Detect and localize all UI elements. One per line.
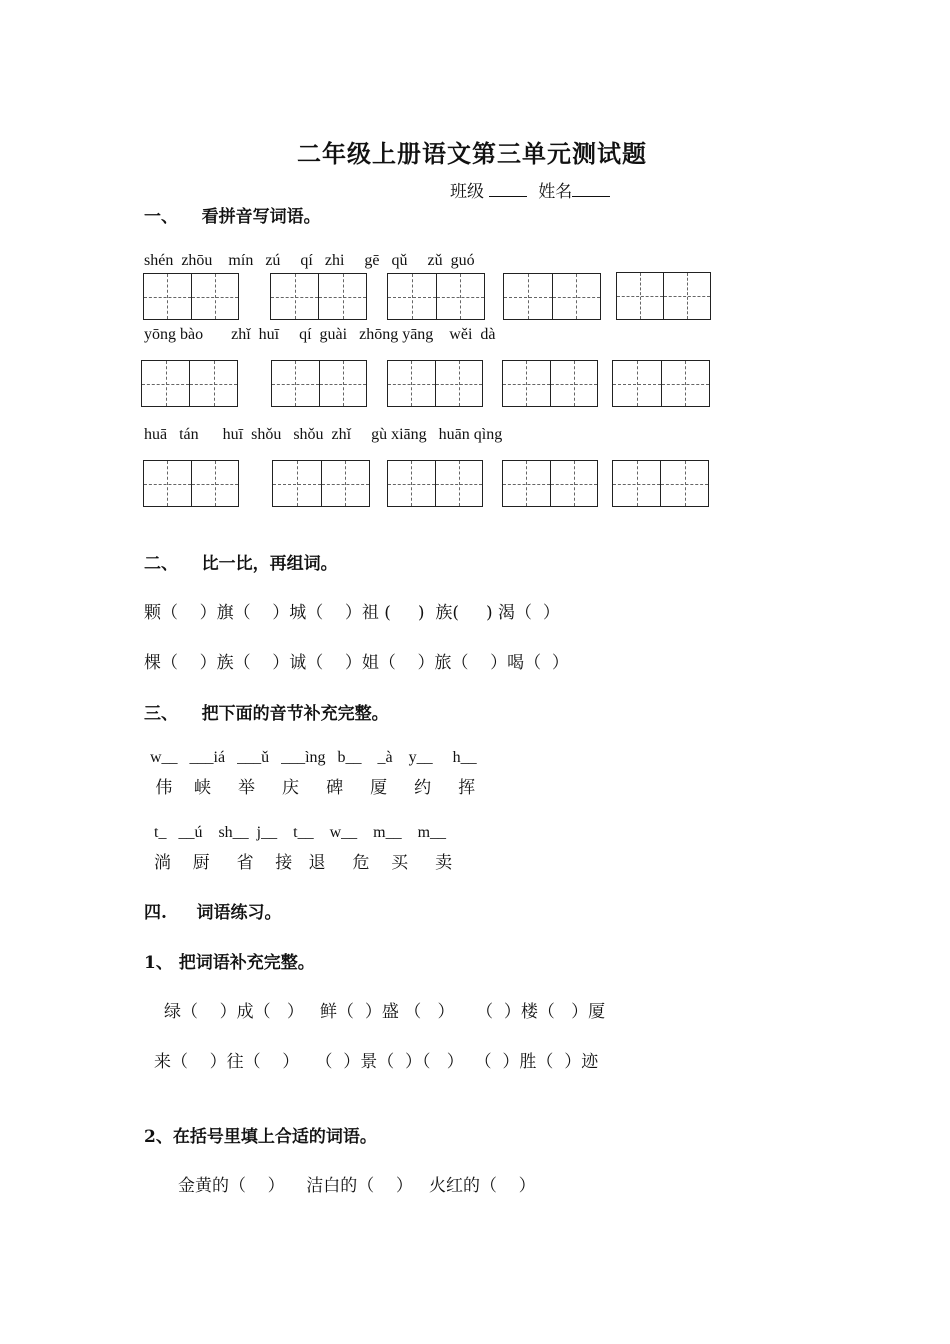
pinyin-row-3: huā tán huī shǒu shǒu zhǐ gù xiāng huān qìng xyxy=(144,426,503,443)
writing-grid[interactable] xyxy=(143,273,239,320)
writing-grid[interactable] xyxy=(387,360,483,407)
question-2-heading: 2、在括号里填上合适的词语。 xyxy=(144,1127,377,1147)
writing-grid[interactable] xyxy=(272,460,370,507)
compare-line-2: 棵（ ）族（ ）诚（ ）姐（ ）旅（ ）喝（ ） xyxy=(144,653,569,673)
idiom-line-2: 来（ ）往（ ） （ ）景（ ）（ ） （ ）胜（ ）迹 xyxy=(154,1052,599,1072)
writing-grid[interactable] xyxy=(387,460,483,507)
name-blank[interactable] xyxy=(572,196,610,197)
writing-grid[interactable] xyxy=(502,360,598,407)
section-2-heading: 二、 比一比，再组词。 xyxy=(144,554,338,574)
class-label: 班级 xyxy=(450,182,484,202)
pinyin-row-2: yōng bào zhǐ huī qí guài zhōng yāng wěi dà xyxy=(144,326,496,343)
syllable-pinyin-row-1: w__ ___iá ___ǔ ___ìng b__ _à y__ h__ xyxy=(150,749,477,766)
pinyin-row-1: shén zhōu mín zú qí zhi gē qǔ zǔ guó xyxy=(144,252,475,269)
section-4-heading: 四. 词语练习。 xyxy=(144,903,282,923)
section-1-heading: 一、 看拼音写词语。 xyxy=(144,207,321,227)
syllable-chars-row-1: 伟 峡 举 庆 碑 厦 约 挥 xyxy=(150,778,476,798)
class-blank[interactable] xyxy=(489,196,527,197)
writing-grid[interactable] xyxy=(612,360,710,407)
page-title: 二年级上册语文第三单元测试题 xyxy=(297,139,647,168)
fill-words-line: 金黄的（ ） 洁白的（ ） 火红的（ ） xyxy=(178,1176,536,1196)
writing-grid[interactable] xyxy=(141,360,238,407)
writing-grid[interactable] xyxy=(616,272,711,320)
student-info xyxy=(450,177,610,202)
writing-grid[interactable] xyxy=(270,273,367,320)
idiom-line-1: 绿（ ）成（ ） 鲜（ ）盛 （ ） （ ）楼（ ）厦 xyxy=(164,1002,606,1022)
syllable-pinyin-row-2: t_ __ú sh__ j__ t__ w__ m__ m__ xyxy=(154,824,447,841)
question-1-heading: 1、 把词语补充完整。 xyxy=(144,953,315,973)
section-3-heading: 三、 把下面的音节补充完整。 xyxy=(144,704,389,724)
compare-line-1: 颗（ ）旗（ ）城（ ）祖 ( ) 族( ) 渴（ ） xyxy=(144,603,560,623)
writing-grid[interactable] xyxy=(271,360,367,407)
name-label: 姓名 xyxy=(538,182,573,202)
syllable-chars-row-2: 淌 厨 省 接 退 危 买 卖 xyxy=(154,853,453,873)
writing-grid[interactable] xyxy=(502,460,598,507)
writing-grid[interactable] xyxy=(612,460,709,507)
writing-grid[interactable] xyxy=(503,273,601,320)
writing-grid[interactable] xyxy=(143,460,239,507)
writing-grid[interactable] xyxy=(387,273,485,320)
